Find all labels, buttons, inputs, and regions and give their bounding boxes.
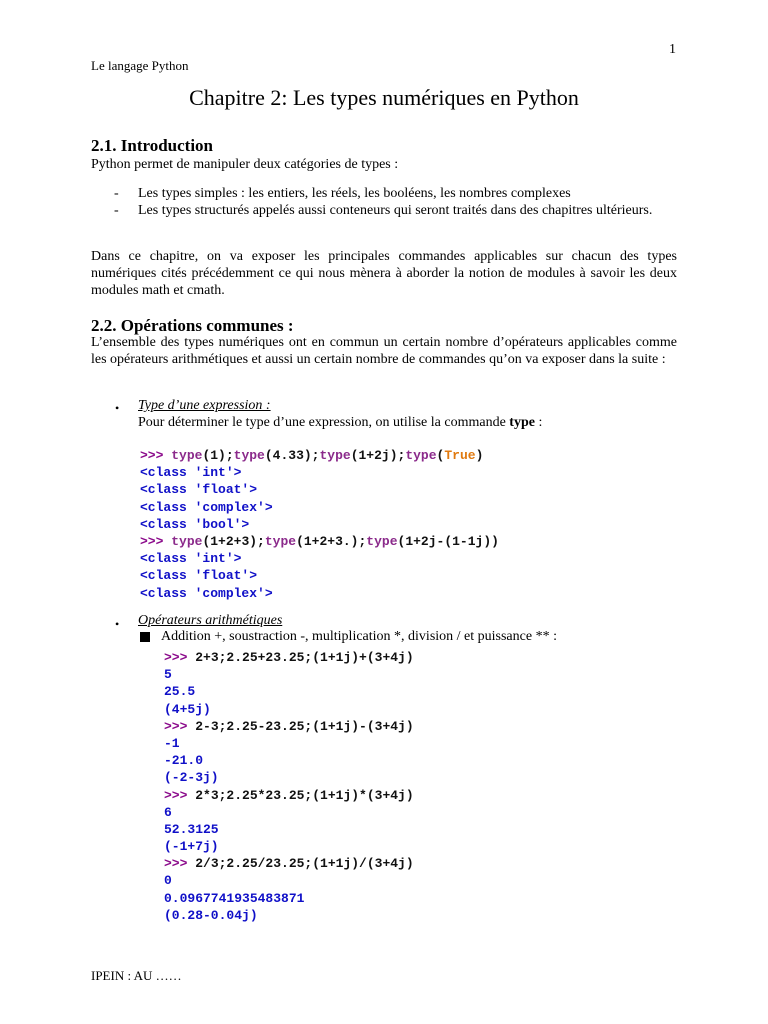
code-output: <class 'complex'> [140,499,273,515]
code-output: 0.0967741935483871 [164,890,305,906]
bullet-marker: • [115,617,120,631]
code-token: type [405,448,437,463]
code-line [164,718,414,735]
code-token: type [366,533,398,549]
code-output: 25.5 [164,684,196,700]
list-item-text: Les types structurés appelés aussi conteneurs qui seront traités dans des chapitres ultérieurs. [138,203,653,218]
code-line [140,447,499,464]
code-token: (1+2+3); [202,533,265,549]
code-token: ) [475,448,484,463]
square-bullet-icon [140,632,150,642]
dash-marker: - [114,186,119,201]
description-end: : [534,415,543,430]
chapter-title: Chapitre 2: Les types numériques en Python [189,85,579,110]
intro-lead: Python permet de manipuler deux catégories de types : [91,157,399,172]
code-output: <class 'float'> [140,568,258,584]
prompt: >>> [164,856,196,872]
type-expression-label: Type d’une expression : [138,398,271,413]
code-token: type [171,533,203,549]
bullet-marker: • [115,401,120,415]
list-item-text: Les types simples : les entiers, les réels, les booléens, les nombres complexes [138,186,571,201]
code-token: (4.33); [264,448,320,463]
list-item [114,185,677,202]
code-line [140,533,499,550]
dash-marker: - [114,203,119,218]
code-output: <class 'complex'> [140,585,273,601]
prompt: >>> [164,650,196,665]
code-token: type [171,448,203,463]
code-output: <class 'float'> [140,482,258,498]
code-output: (-1+7j) [164,839,219,855]
prompt: >>> [140,533,172,549]
arith-sub-item: Addition +, soustraction -, multiplication *, division / et puissance ** : [161,629,557,644]
code-block-arith [164,649,414,924]
code-line [164,649,414,666]
code-output: <class 'int'> [140,465,242,481]
code-command: 2/3;2.25/23.25;(1+1j)/(3+4j) [195,856,414,872]
code-output: <class 'bool'> [140,516,250,532]
code-token: (1+2j-(1-1j)) [397,533,499,549]
footer-text: IPEIN : AU …… [91,968,182,983]
code-line [164,787,414,804]
code-output: 6 [164,804,172,820]
code-token: True [444,448,476,463]
code-token: (1); [202,448,234,463]
section-title-introduction: 2.1. Introduction [91,136,214,155]
code-output: 5 [164,667,172,683]
code-token: (1+2+3.); [296,533,367,549]
code-command: 2+3;2.25+23.25;(1+1j)+(3+4j) [195,650,414,665]
type-expression-description [138,415,542,431]
code-block-type [140,447,499,602]
prompt: >>> [140,448,172,463]
code-output: (-2-3j) [164,770,219,786]
code-command: 2-3;2.25-23.25;(1+1j)-(3+4j) [195,718,414,734]
code-output: (4+5j) [164,701,211,717]
code-token: type [233,448,265,463]
running-title: Le langage Python [91,58,189,73]
list-item [114,202,677,219]
prompt: >>> [164,787,196,803]
code-output: -1 [164,735,180,751]
page-number: 1 [669,42,676,57]
intro-paragraph: Dans ce chapitre, on va exposer les principales commandes applicables sur chacun des types numériques cités précédemment ce qui nous mènera à aborder la notion de modules à savoir les deux modules math et cmath. [91,249,677,298]
code-output: -21.0 [164,753,204,769]
code-token: (1+2j); [350,448,406,463]
code-output: 52.3125 [164,821,219,837]
code-token: type [319,448,351,463]
code-token: type [264,533,297,549]
code-line [164,855,414,872]
code-command: 2*3;2.25*23.25;(1+1j)*(3+4j) [195,787,414,803]
code-output: (0.28-0.04j) [164,907,258,923]
section-title-operations: 2.2. Opérations communes : [91,316,294,335]
code-output: 0 [164,873,172,889]
code-output: <class 'int'> [140,551,242,567]
arith-operators-label: Opérateurs arithmétiques [138,613,283,628]
operations-paragraph: L’ensemble des types numériques ont en commun un certain nombre d’opérateurs applicables comme les opérateurs arithmétiques et aussi un certain nombre de commandes qu’on va exposer dans la suite : [91,335,677,367]
prompt: >>> [164,718,196,734]
description-text: Pour déterminer le type d’une expression, on utilise la commande [138,415,510,430]
type-command: type [509,415,535,430]
code-token: ( [436,448,445,463]
